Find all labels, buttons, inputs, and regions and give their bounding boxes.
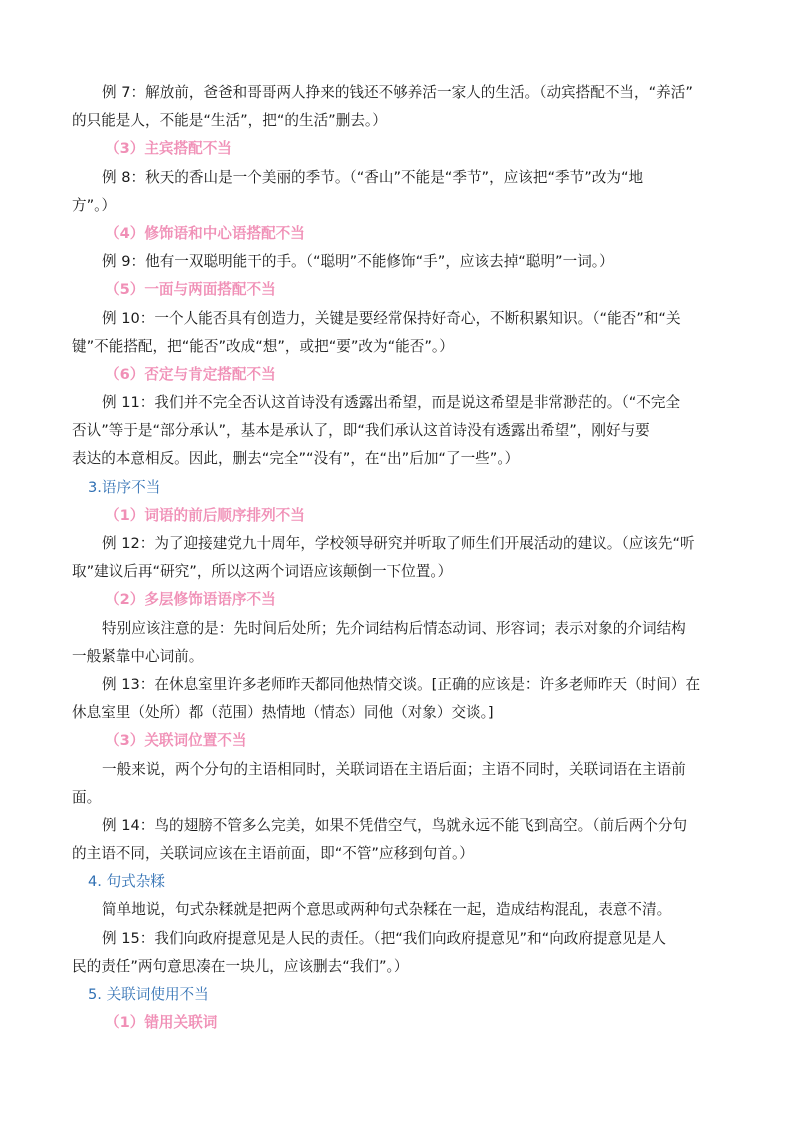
- subheading-multi-modifier-order: （2）多层修饰语语序不当: [105, 591, 276, 609]
- document-page: [72, 79, 728, 1037]
- subheading-negation-affirmation: （6）否定与肯定搭配不当: [105, 365, 276, 383]
- rule-line-1: 一般来说，两个分句的主语相同时，关联词语在主语后面；主语不同时，关联词语在主语前: [102, 760, 686, 778]
- example-11-line-2: 否认”等于是“部分承认”，基本是承认了，即“我们承认这首诗没有透露出希望”，刚好与要: [72, 422, 650, 440]
- example-15-line-2: 民的责任”两句意思凑在一块儿，应该删去“我们”。）: [72, 957, 409, 975]
- example-14-line-1: 例 14：鸟的翅膀不管多么完美，如果不凭借空气，鸟就永远不能飞到高空。（前后两个分句: [102, 816, 688, 834]
- example-8-line-1: 例 8：秋天的香山是一个美丽的季节。（“香山”不能是“季节”，应该把“季节”改为“地: [102, 168, 644, 186]
- example-9-line-1: 例 9：他有一双聪明能干的手。（“聪明”不能修饰“手”，应该去掉“聪明”一词。）: [102, 253, 614, 271]
- example-14-line-2: 的主语不同，关联词应该在主语前面，即“不管”应移到句首。）: [72, 845, 474, 863]
- subheading-conjunction-position: （3）关联词位置不当: [105, 732, 247, 750]
- section-heading-mixed-sentence: 4. 句式杂糅: [88, 873, 165, 891]
- definition-line: 简单地说，句式杂糅就是把两个意思或两种句式杂糅在一起，造成结构混乱，表意不清。: [102, 901, 672, 919]
- example-7-line-1: 例 7：解放前，爸爸和哥哥两人挣来的钱还不够养活一家人的生活。（动宾搭配不当，“养活”: [102, 84, 693, 101]
- note-line-2: 一般紧靠中心词前。: [72, 647, 204, 665]
- note-line-1: 特别应该注意的是：先时间后处所；先介词结构后情态动词、形容词；表示对象的介词结构: [102, 619, 686, 637]
- rule-line-2: 面。: [72, 788, 102, 806]
- example-13-line-1: 例 13：在休息室里许多老师昨天都同他热情交谈。[正确的应该是：许多老师昨天（时间）在: [102, 675, 701, 693]
- example-11-line-1: 例 11：我们并不完全否认这首诗没有透露出希望，而是说这希望是非常渺茫的。（“不完全: [102, 394, 681, 412]
- subheading-modifier-head: （4）修饰语和中心语搭配不当: [105, 224, 305, 242]
- subheading-subject-object: （3）主宾搭配不当: [105, 140, 232, 158]
- example-11-line-3: 表达的本意相反。因此，删去“完全”“没有”，在“出”后加“了一些”。）: [72, 450, 520, 468]
- example-12-line-2: 取”建议后再“研究”，所以这两个词语应该颠倒一下位置。）: [72, 563, 453, 581]
- example-15-line-1: 例 15：我们向政府提意见是人民的责任。（把“我们向政府提意见”和“向政府提意见是人: [102, 929, 666, 947]
- section-heading-conjunction-misuse: 5. 关联词使用不当: [88, 986, 209, 1003]
- example-10-line-1: 例 10：一个人能否具有创造力，关键是要经常保持好奇心，不断积累知识。（“能否”和“关: [102, 309, 681, 327]
- subheading-wrong-conjunction: （1）错用关联词: [105, 1014, 218, 1032]
- example-8-line-2: 方”。）: [72, 196, 117, 214]
- section-heading-word-order: 3.语序不当: [88, 478, 161, 496]
- example-12-line-1: 例 12：为了迎接建党九十周年，学校领导研究并听取了师生们开展活动的建议。（应该先“听: [102, 535, 695, 552]
- subheading-word-sequence: （1）词语的前后顺序排列不当: [105, 506, 305, 524]
- example-7-line-2: 的只能是人，不能是“生活”，把“的生活”删去。）: [72, 112, 387, 130]
- subheading-one-two-sides: （5）一面与两面搭配不当: [105, 281, 276, 299]
- example-10-line-2: 键”不能搭配，把“能否”改成“想”，或把“要”改为“能否”。）: [72, 337, 454, 355]
- example-13-line-2: 休息室里（处所）都（范围）热情地（情态）同他（对象）交谈。]: [72, 704, 494, 722]
